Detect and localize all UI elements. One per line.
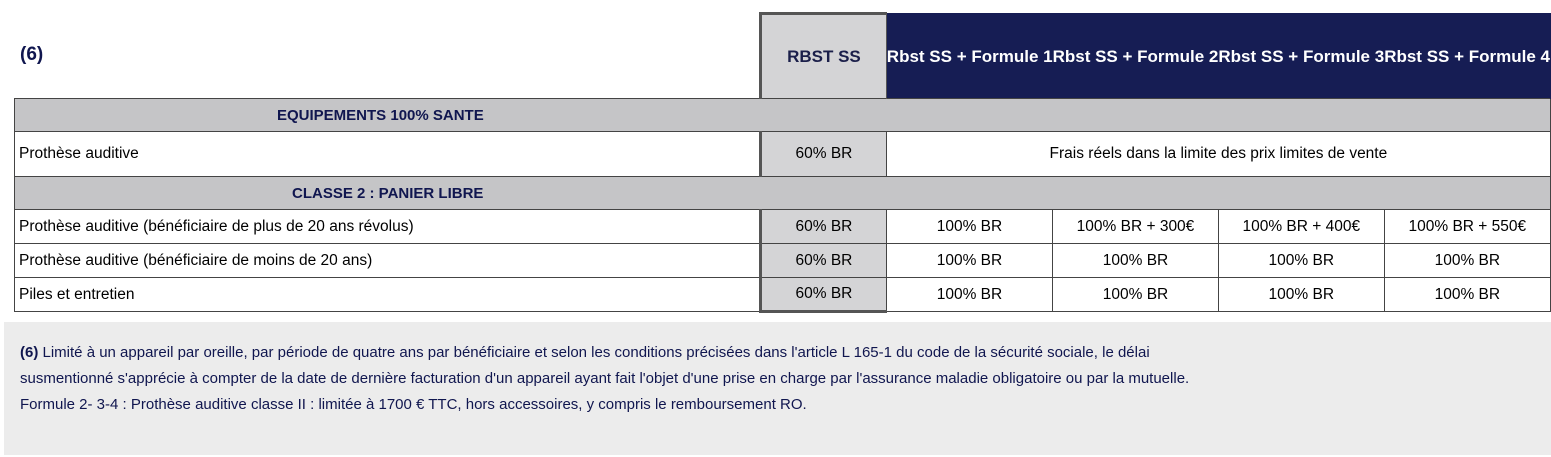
footnote-line: Formule 2- 3-4 : Prothèse auditive classe II : limitée à 1700 € TTC, hors accessoires, y compris le remboursement RO.	[20, 396, 807, 413]
formule-3-value: 100% BR	[1218, 278, 1384, 312]
formule-1-value: 100% BR	[886, 244, 1052, 278]
footnote-text: Limité à un appareil par oreille, par période de quatre ans par bénéficiaire et selon les conditions précisées dans l'article L 165-1 du code de la sécurité sociale, le délai	[38, 344, 1150, 361]
formule-1-value: 100% BR	[886, 210, 1052, 244]
column-header-formule-3: Rbst SS + Formule 3	[1218, 14, 1384, 99]
formule-2-value: 100% BR	[1053, 244, 1219, 278]
table-row	[15, 244, 1551, 278]
footnote-box	[4, 322, 1551, 455]
rbst-value: 60% BR	[761, 132, 887, 177]
section-row-classe-2	[15, 177, 1551, 210]
section-title	[15, 99, 1551, 132]
section-title-text: CLASSE 2 : PANIER LIBRE	[292, 184, 484, 202]
section-title	[15, 177, 1551, 210]
footnote-mark: (6)	[20, 344, 39, 361]
column-header-formule-4: Rbst SS + Formule 4	[1384, 14, 1550, 99]
rbst-value: 60% BR	[761, 210, 887, 244]
formule-1-value: 100% BR	[886, 278, 1052, 312]
row-label: Prothèse auditive (bénéficiaire de plus de 20 ans révolus)	[15, 210, 761, 244]
row-label: Piles et entretien	[15, 278, 761, 312]
rbst-value: 60% BR	[761, 278, 887, 312]
header-blank	[15, 14, 761, 99]
column-header-formule-1: Rbst SS + Formule 1	[886, 14, 1052, 99]
table-row	[15, 132, 1551, 177]
formule-4-value: 100% BR	[1384, 244, 1550, 278]
formule-2-value: 100% BR + 300€	[1053, 210, 1219, 244]
row-label: Prothèse auditive (bénéficiaire de moins de 20 ans)	[15, 244, 761, 278]
section-row-equipements	[15, 99, 1551, 132]
formule-4-value: 100% BR	[1384, 278, 1550, 312]
merged-value: Frais réels dans la limite des prix limites de vente	[886, 132, 1550, 177]
header-row	[15, 14, 1551, 99]
formule-3-value: 100% BR + 400€	[1218, 210, 1384, 244]
note-label: (6)	[20, 44, 44, 65]
table-row	[15, 278, 1551, 312]
column-header-rbst: RBST SS	[761, 14, 887, 99]
section-title-text: EQUIPEMENTS 100% SANTE	[277, 106, 484, 124]
table-row	[15, 210, 1551, 244]
formule-2-value: 100% BR	[1053, 278, 1219, 312]
column-header-formule-2: Rbst SS + Formule 2	[1053, 14, 1219, 99]
footnote-line: susmentionné s'apprécie à compter de la date de dernière facturation d'un appareil ayant fait l'objet d'une prise en charge par l'assurance maladie obligatoire ou par la mutuelle.	[20, 370, 1190, 387]
rbst-value: 60% BR	[761, 244, 887, 278]
footnote-line	[20, 340, 1551, 366]
formule-3-value: 100% BR	[1218, 244, 1384, 278]
row-label: Prothèse auditive	[15, 132, 761, 177]
guarantees-table	[14, 12, 1551, 313]
formule-4-value: 100% BR + 550€	[1384, 210, 1550, 244]
